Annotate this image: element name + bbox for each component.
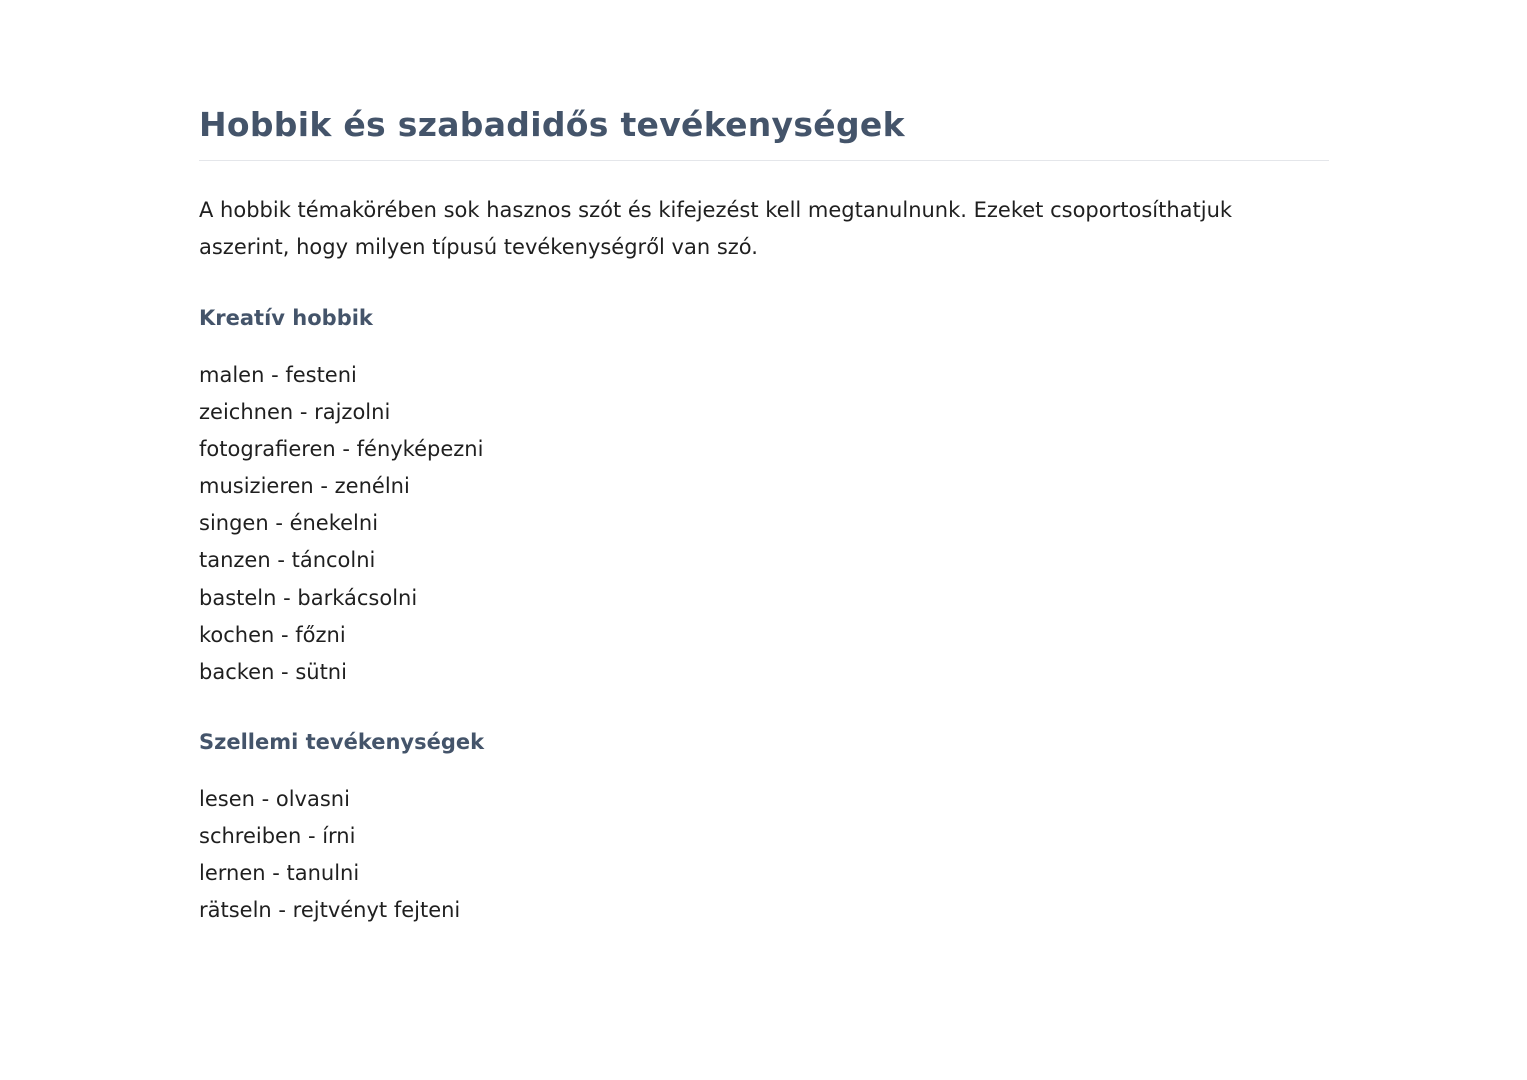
vocab-list-intellectual [199,781,1329,929]
vocab-list-creative [199,357,1329,691]
page-title: Hobbik és szabadidős tevékenységek [199,105,905,144]
vocab-item: lesen - olvasni [199,786,350,811]
document-content [199,100,1329,929]
vocab-item: malen - festeni [199,363,357,387]
vocab-item: musizieren - zenélni [199,474,410,499]
vocab-item: kochen - főzni [199,622,346,647]
vocab-item: tanzen - táncolni [199,548,376,573]
vocab-item: basteln - barkácsolni [199,585,418,610]
vocab-item: schreiben - írni [199,823,356,848]
section-heading-creative: Kreatív hobbik [199,306,373,330]
vocab-item: rätseln - rejtvényt fejteni [199,898,461,923]
vocab-item: fotografieren - fényképezni [199,437,484,462]
vocab-item: singen - énekelni [199,511,379,536]
title-divider [199,160,1329,161]
vocab-item: zeichnen - rajzolni [199,400,391,425]
intro-paragraph: A hobbik témakörében sok hasznos szót és kifejezést kell megtanulnunk. Ezeket csoportosíthatjuk aszerint, hogy milyen típusú tevékenységről van szó. [199,198,1233,259]
vocab-item: lernen - tanulni [199,861,360,886]
section-heading-intellectual: Szellemi tevékenységek [199,729,485,754]
vocab-item: backen - sütni [199,659,347,684]
